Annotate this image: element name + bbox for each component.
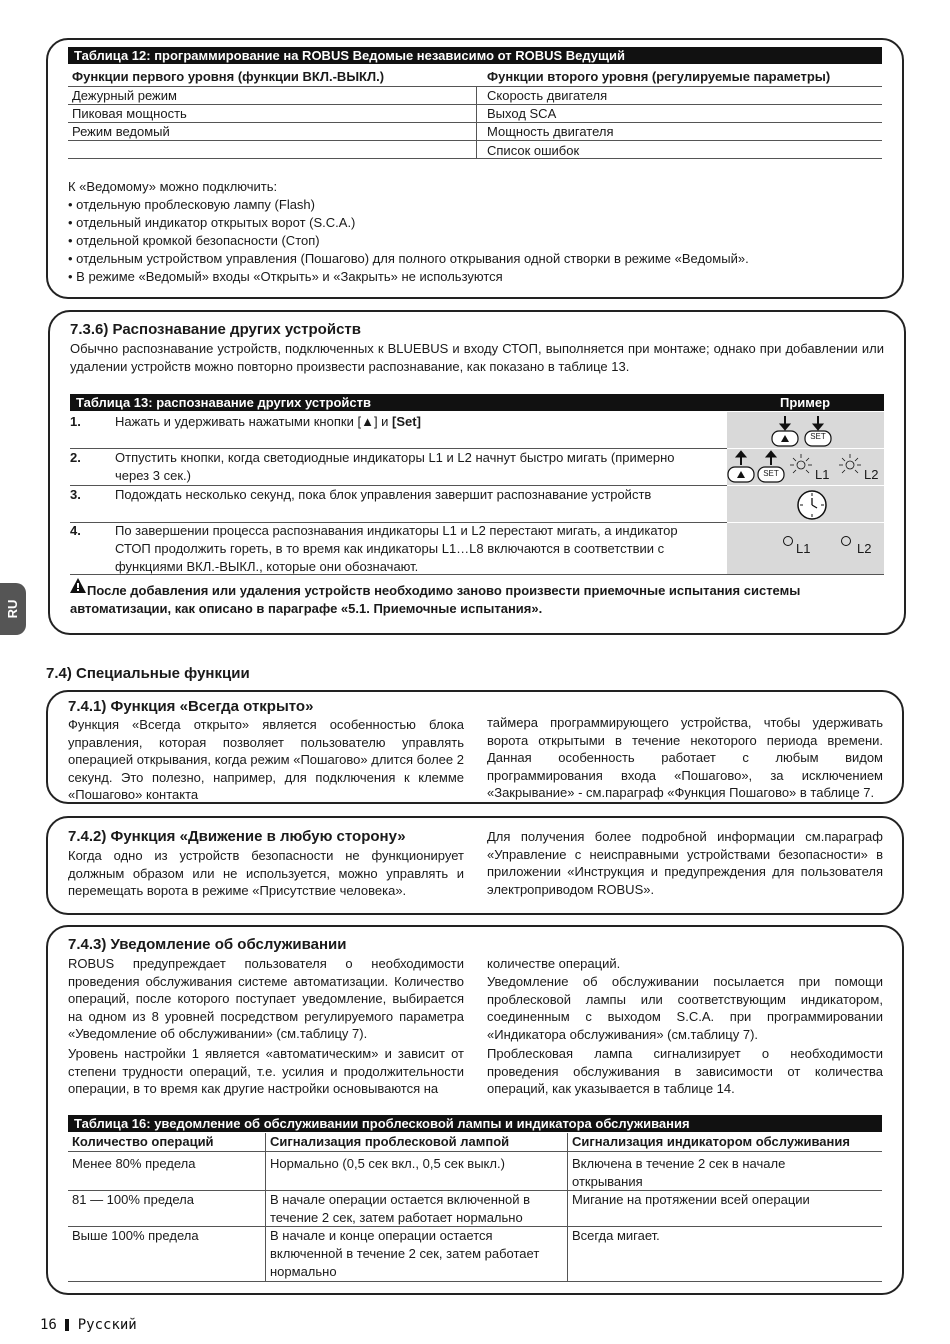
- table12-col1-header: Функции первого уровня (функции ВКЛ.-ВЫКЛ.): [72, 69, 385, 84]
- led-l1-label: L1: [796, 541, 811, 556]
- table16-cell: В начале и конце операции остается включенной в течение 2 сек, затем работает нормально: [270, 1228, 540, 1279]
- set-key-label: SET: [763, 469, 779, 478]
- table16-header: Количество операций: [72, 1134, 214, 1149]
- press-arrow-icon: [813, 416, 823, 430]
- bullet-item: • отдельным устройством управления (Пошагово) для полного открывания одной створки в режиме «Ведомый».: [68, 250, 749, 268]
- s742-left-text: Когда одно из устройств безопасности не функционирует должным образом или не используется, можно управлять и перемещать ворота в режиме «Присутствие человека».: [68, 848, 464, 899]
- step-text: По завершении процесса распознавания индикаторы L1 и L2 перестают мигать, а индикатор СТОП продолжить гореть, в то время как индикаторы L1…L8 включаются в соответствии с функциями ВКЛ.-ВЫКЛ., которые они обозначают.: [115, 523, 678, 574]
- table16-title: Таблица 16: уведомление об обслуживании проблесковой лампы и индикатора обслуживания: [68, 1115, 882, 1132]
- page-number: 16: [40, 1317, 57, 1333]
- table16-cell: Выше 100% предела: [72, 1228, 199, 1243]
- s736-warning-text: После добавления или удаления устройств необходимо заново произвести приемочные испытания системы автоматизации, как описано в параграфе «5.1. Приемочные испытания».: [70, 583, 801, 616]
- table13-example-label: Пример: [780, 395, 831, 410]
- up-arrow-icon: ▲: [361, 414, 374, 429]
- table12-col2-header: Функции второго уровня (регулируемые параметры): [487, 69, 831, 84]
- table13-divider: [70, 574, 884, 575]
- language-tab-label: RU: [5, 599, 20, 619]
- led-off-icon: [840, 535, 852, 547]
- example-step1-icons: [727, 412, 884, 448]
- table16-cell: Мигание на протяжении всей операции: [572, 1192, 810, 1207]
- table12-divider: [68, 122, 882, 123]
- s742-right-text: Для получения более подробной информации см.параграф «Управление с неисправными устройствами безопасности» в приложении «Инструкция и предупреждения для пользователя электроприводом ROBUS».: [487, 829, 883, 897]
- s741-right-text: таймера программирующего устройства, чтобы удерживать ворота открытыми в течение некоторого периода времени. Данная особенность работает с любым видом программирования входа «Пошагово», за исключением «Закрывание» - см.параграф «Функция Пошагово» в таблице 7.: [487, 715, 883, 801]
- table16-col-divider: [567, 1133, 568, 1281]
- step-text-part: ] и: [373, 414, 393, 429]
- blinking-led-icon: [839, 454, 861, 473]
- clock-icon: [796, 489, 828, 521]
- step-text-part: Нажать и удерживать нажатыми кнопки [: [115, 414, 362, 429]
- bullet-item: • отдельную проблесковую лампу (Flash): [68, 196, 749, 214]
- bullet-item: • отдельный индикатор открытых ворот (S.C.A.): [68, 214, 749, 232]
- step-text: [115, 413, 715, 431]
- s743-left-p2: Уровень настройки 1 является «автоматическим» и зависит от степени трудности операций, т.е. усилия и продолжительности операции, в то время как другие настройки основываются на: [68, 1046, 464, 1097]
- step-set-key: [Set]: [392, 414, 421, 429]
- step-text: Отпустить кнопки, когда светодиодные индикаторы L1 и L2 начнут быстро мигать (примерно через 3 сек.): [115, 450, 675, 483]
- table16-header: Сигнализация индикатором обслуживания: [572, 1134, 850, 1149]
- table13-title: Таблица 13: распознавание других устройств: [70, 394, 884, 411]
- footer-language: Русский: [77, 1317, 137, 1333]
- step-number: 2.: [70, 450, 81, 465]
- table16-col-divider: [265, 1133, 266, 1281]
- table12-divider: [68, 140, 882, 141]
- table12-intro: К «Ведомому» можно подключить:: [68, 179, 278, 194]
- table16-divider: [68, 1151, 882, 1152]
- led-l1-label: L1: [815, 467, 830, 482]
- led-l2-label: L2: [864, 467, 879, 482]
- table16-cell: В начале операции остается включенной в течение 2 сек, затем работает нормально: [270, 1192, 531, 1225]
- footer-separator: [65, 1319, 69, 1331]
- set-key-label: SET: [810, 432, 826, 441]
- table12-divider: [68, 158, 882, 159]
- led-l2-label: L2: [857, 541, 872, 556]
- table12-bullets: [68, 196, 749, 286]
- table12-cell: Выход SCA: [487, 106, 557, 121]
- s743-right-p2: Уведомление об обслуживании посылается при помощи проблесковой лампы или соответствующим индикатором, соединенным с выходом S.C.A. при программировании «Индикатора обслуживания» (см.таблицу 7).: [487, 974, 883, 1042]
- table12-cell: Режим ведомый: [72, 124, 170, 139]
- release-arrow-icon: [766, 451, 776, 465]
- example-step2-icons: [727, 449, 884, 485]
- bullet-item: • В режиме «Ведомый» входы «Открыть» и «Закрыть» не используются: [68, 268, 749, 286]
- s742-title: 7.4.2) Функция «Движение в любую сторону»: [68, 828, 406, 845]
- table16-cell: Менее 80% предела: [72, 1156, 196, 1171]
- s743-right-p3: Проблесковая лампа сигнализирует о необходимости проведения обслуживания в зависимости от количества операций, как указывается в таблице 14.: [487, 1046, 883, 1097]
- table12-cell: Список ошибок: [487, 143, 580, 158]
- table12-cell: Мощность двигателя: [487, 124, 614, 139]
- step-text: Подождать несколько секунд, пока блок управления завершит распознавание устройств: [115, 487, 652, 502]
- s741-left-text: Функция «Всегда открыто» является особенностью блока управления, которая позволяет пользователю управлять операцией открывания, когда режим «Пошагово» длится более 2 секунд. Это полезно, например, для подключения к клемме «Пошагово» контакта: [68, 717, 464, 803]
- bullet-item: • отдельной кромкой безопасности (Стоп): [68, 232, 749, 250]
- table16-cell: Включена в течение 2 сек в начале открывания: [572, 1156, 786, 1189]
- table12-cell: Скорость двигателя: [487, 88, 608, 103]
- table12-cell: Пиковая мощность: [72, 106, 187, 121]
- release-arrow-icon: [736, 451, 746, 465]
- table16-cell: Всегда мигает.: [572, 1228, 660, 1243]
- table16-divider: [68, 1281, 882, 1282]
- table16-cell: Нормально (0,5 сек вкл., 0,5 сек выкл.): [270, 1156, 505, 1171]
- s736-text: Обычно распознавание устройств, подключенных к BLUEBUS и входу СТОП, выполняется при монтаже; однако при добавлении или удалении устройств можно повторно произвести распознавание, как показано в таблице 13.: [70, 341, 884, 374]
- table16-cell: 81 — 100% предела: [72, 1192, 194, 1207]
- s743-title: 7.4.3) Уведомление об обслуживании: [68, 936, 347, 953]
- s74-title: 7.4) Специальные функции: [46, 665, 250, 682]
- table16-header: Сигнализация проблесковой лампой: [270, 1134, 510, 1149]
- s743-left-p1: ROBUS предупреждает пользователя о необходимости проведения обслуживания системе автоматизации. Количество операций, после которого поступает уведомление, выбирается на одном из 8 уровней посредством регулируемого параметра «Уведомление об обслуживании» (см.таблицу 7).: [68, 956, 464, 1042]
- s743-right-p1: количестве операций.: [487, 956, 621, 971]
- step-number: 1.: [70, 414, 81, 429]
- s741-title: 7.4.1) Функция «Всегда открыто»: [68, 698, 314, 715]
- page-footer: [40, 1316, 137, 1334]
- table12-divider: [68, 104, 882, 105]
- s736-title: 7.3.6) Распознавание других устройств: [70, 321, 361, 338]
- table12-divider: [68, 86, 882, 87]
- blinking-led-icon: [790, 454, 812, 473]
- press-arrow-icon: [780, 416, 790, 430]
- step-number: 3.: [70, 487, 81, 502]
- table12-title: Таблица 12: программирование на ROBUS Ведомые независимо от ROBUS Ведущий: [68, 47, 882, 64]
- s736-warning: [70, 582, 870, 618]
- table12-cell: Дежурный режим: [72, 88, 177, 103]
- step-number: 4.: [70, 523, 81, 538]
- language-tab: [0, 583, 26, 635]
- led-off-icon: [782, 535, 794, 547]
